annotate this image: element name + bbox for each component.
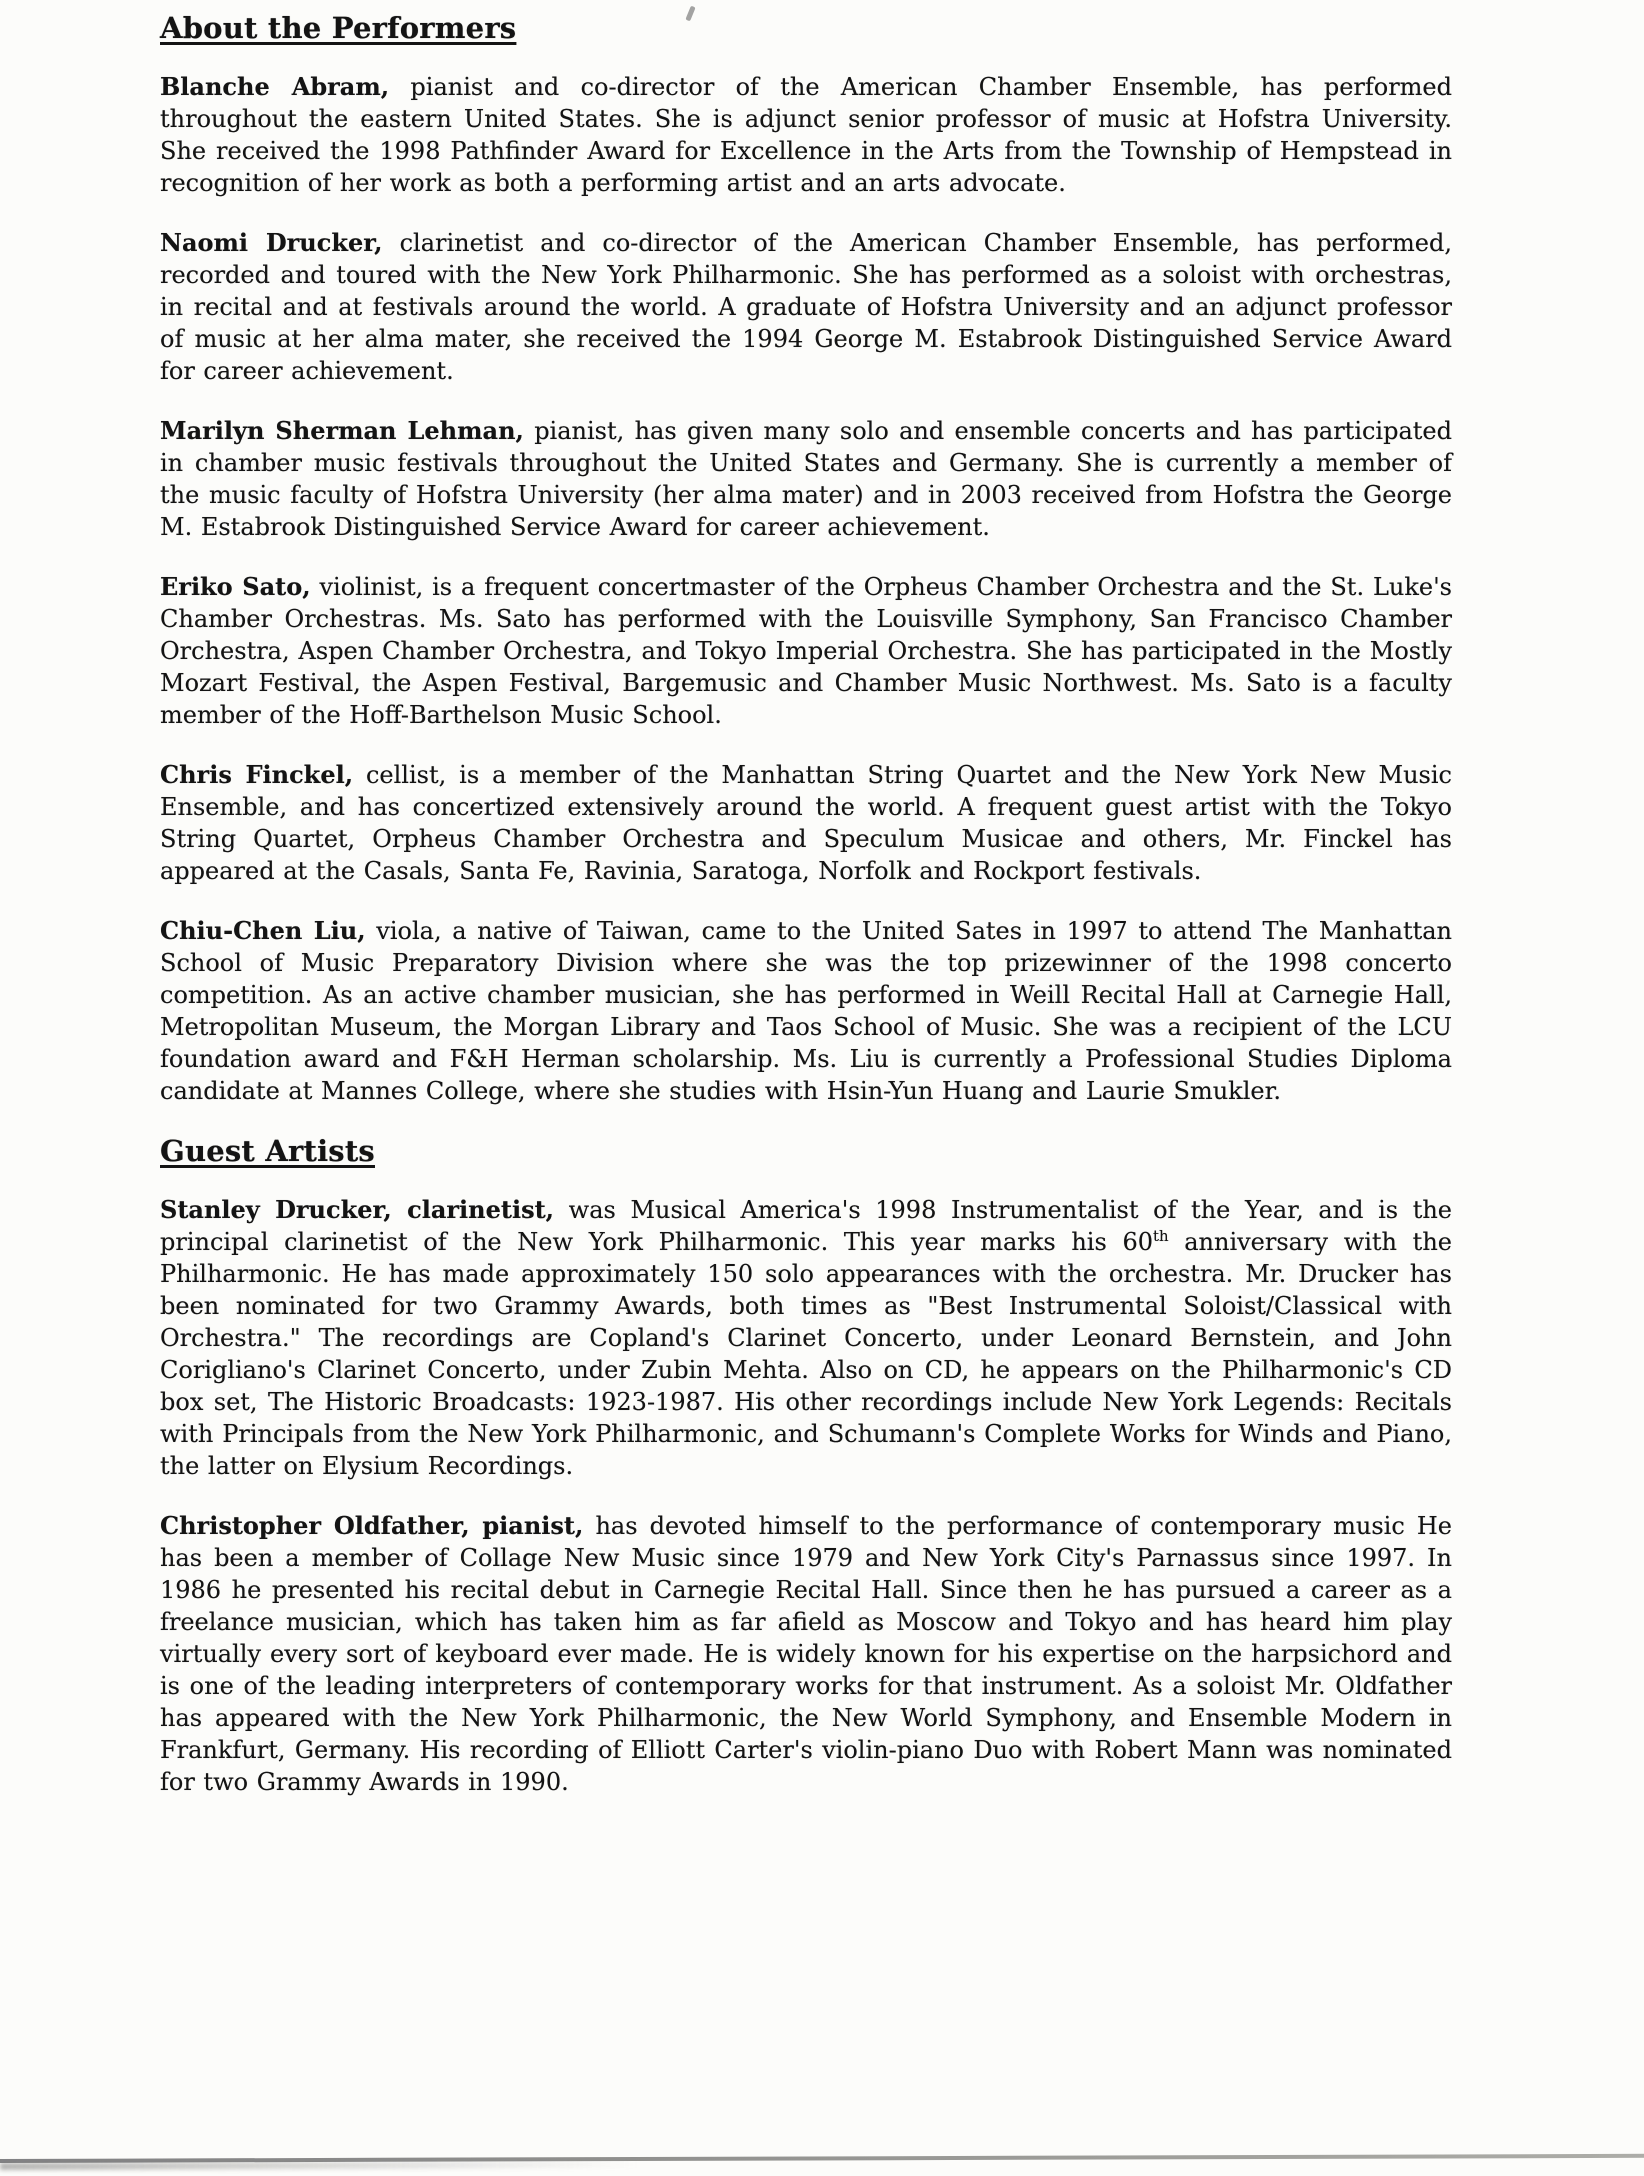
bio-paragraph	[160, 1194, 1452, 1482]
bio-text: anniversary with the Philharmonic. He has made approximately 150 solo appearances with the orchestra. Mr. Drucker has been nominated for two Grammy Awards, both times as "Best Instrumental Soloist/Classical with Orchestra." The recordings are Copland's Clarinet Concerto, under Leonard Bernstein, and John Corigliano's Clarinet Concerto, under Zubin Mehta. Also on CD, he appears on the Philharmonic's CD box set, The Historic Broadcasts: 1923-1987. His other recordings include New York Legends: Recitals with Principals from the New York Philharmonic, and Schumann's Complete Works for Winds and Piano, the latter on Elysium Recordings.	[160, 1228, 1452, 1480]
document-section	[160, 1135, 1452, 1798]
bio-text: cellist, is a member of the Manhattan String Quartet and the New York New Music Ensemble, and has concertized extensively around the world. A frequent guest artist with the Tokyo String Quartet, Orpheus Chamber Orchestra and Speculum Musicae and others, Mr. Finckel has appeared at the Casals, Santa Fe, Ravinia, Saratoga, Norfolk and Rockport festivals.	[160, 761, 1452, 885]
section-heading: About the Performers	[160, 11, 517, 45]
performer-name: Chris Finckel,	[160, 760, 354, 789]
ordinal-suffix: th	[1152, 1227, 1169, 1245]
bio-paragraph	[160, 71, 1452, 199]
document-section	[160, 12, 1452, 1107]
bio-text: has devoted himself to the performance of contemporary music He has been a member of Collage New Music since 1979 and New York City's Parnassus since 1997. In 1986 he presented his recital debut in Carnegie Recital Hall. Since then he has pursued a career as a freelance musician, which has taken him as far afield as Moscow and Tokyo and has heard him play virtually every sort of keyboard ever made. He is widely known for his expertise on the harpsichord and is one of the leading interpreters of contemporary works for that instrument. As a soloist Mr. Oldfather has appeared with the New York Philharmonic, the New World Symphony, and Ensemble Modern in Frankfurt, Germany. His recording of Elliott Carter's violin-piano Duo with Robert Mann was nominated for two Grammy Awards in 1990.	[160, 1512, 1453, 1796]
page-edge-scan-smudge	[0, 2161, 640, 2170]
bio-paragraph	[160, 227, 1452, 387]
bio-text: violinist, is a frequent concertmaster of the Orpheus Chamber Orchestra and the St. Luke's Chamber Orchestras. Ms. Sato has performed with the Louisville Symphony, San Francisco Chamber Orchestra, Aspen Chamber Orchestra, and Tokyo Imperial Orchestra. She has participated in the Mostly Mozart Festival, the Aspen Festival, Bargemusic and Chamber Music Northwest. Ms. Sato is a faculty member of the Hoff-Barthelson Music School.	[160, 573, 1452, 729]
bio-text: viola, a native of Taiwan, came to the United Sates in 1997 to attend The Manhattan School of Music Preparatory Division where she was the top prizewinner of the 1998 concerto competition. As an active chamber musician, she has performed in Weill Recital Hall at Carnegie Hall, Metropolitan Museum, the Morgan Library and Taos School of Music. She was a recipient of the LCU foundation award and F&H Herman scholarship. Ms. Liu is currently a Professional Studies Diploma candidate at Mannes College, where she studies with Hsin-Yun Huang and Laurie Smukler.	[160, 917, 1453, 1105]
performer-name: Marilyn Sherman Lehman,	[160, 416, 524, 445]
performer-name: Naomi Drucker,	[160, 228, 383, 257]
performer-name: Eriko Sato,	[160, 572, 311, 601]
bio-text: pianist, has given many solo and ensemble concerts and has participated in chamber music festivals throughout the United States and Germany. She is currently a member of the music faculty of Hofstra University (her alma mater) and in 2003 received from Hofstra the George M. Estabrook Distinguished Service Award for career achievement.	[160, 417, 1452, 541]
bio-paragraph	[160, 1510, 1452, 1798]
performer-name: Blanche Abram,	[160, 72, 390, 101]
document-sections	[160, 12, 1452, 1826]
performer-name: Chiu-Chen Liu,	[160, 916, 366, 945]
bio-text: pianist and co-director of the American Chamber Ensemble, has performed throughout the eastern United States. She is adjunct senior professor of music at Hofstra University. She received the 1998 Pathfinder Award for Excellence in the Arts from the Township of Hempstead in recognition of her work as both a performing artist and an arts advocate.	[160, 73, 1452, 197]
bio-paragraph	[160, 415, 1452, 543]
bio-text: was Musical America's 1998 Instrumentalist of the Year, and is the principal clarinetist of the New York Philharmonic. This year marks his 60	[160, 1196, 1452, 1256]
bio-paragraph	[160, 759, 1452, 887]
bio-text: clarinetist and co-director of the American Chamber Ensemble, has performed, recorded and toured with the New York Philharmonic. She has performed as a soloist with orchestras, in recital and at festivals around the world. A graduate of Hofstra University and an adjunct professor of music at her alma mater, she received the 1994 George M. Estabrook Distinguished Service Award for career achievement.	[160, 229, 1452, 385]
bio-paragraph	[160, 571, 1452, 731]
performer-name: Stanley Drucker, clarinetist,	[160, 1195, 555, 1224]
bio-paragraph	[160, 915, 1452, 1107]
performer-name: Christopher Oldfather, pianist,	[160, 1511, 584, 1540]
section-heading: Guest Artists	[160, 1134, 375, 1168]
